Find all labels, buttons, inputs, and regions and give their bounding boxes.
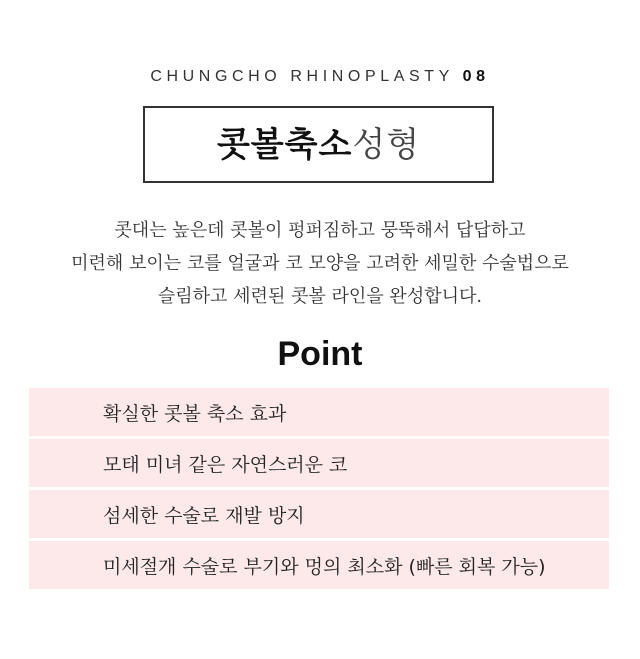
- point-item-text: 미세절개 수술로 부기와 멍의 최소화 (빠른 회복 가능): [103, 555, 546, 578]
- point-item: [29, 490, 609, 538]
- subtitle-text: CHUNGCHO RHINOPLASTY: [150, 68, 454, 85]
- description-line: 슬림하고 세련된 콧볼 라인을 완성합니다.: [157, 286, 483, 307]
- page-title: [216, 124, 421, 165]
- title-light: 성형: [352, 124, 421, 165]
- point-item: [29, 388, 609, 436]
- description-line: 미련해 보이는 코를 얼굴과 코 모양을 고려한 세밀한 수술법으로: [71, 253, 569, 274]
- point-heading: Point: [277, 335, 363, 373]
- procedure-subtitle: [0, 68, 640, 86]
- point-list: [29, 388, 609, 592]
- point-item: [29, 541, 609, 589]
- point-item-text: 모태 미녀 같은 자연스러운 코: [103, 453, 348, 476]
- description-line: 콧대는 높은데 콧볼이 펑퍼짐하고 뭉뚝해서 답답하고: [114, 220, 526, 241]
- point-item: [29, 439, 609, 487]
- procedure-number: 08: [462, 68, 490, 85]
- title-box: [143, 106, 494, 183]
- description: [0, 214, 640, 313]
- point-item-text: 섬세한 수술로 재발 방지: [103, 504, 305, 527]
- point-item-text: 확실한 콧볼 축소 효과: [103, 402, 287, 425]
- title-bold: 콧볼축소: [216, 124, 353, 165]
